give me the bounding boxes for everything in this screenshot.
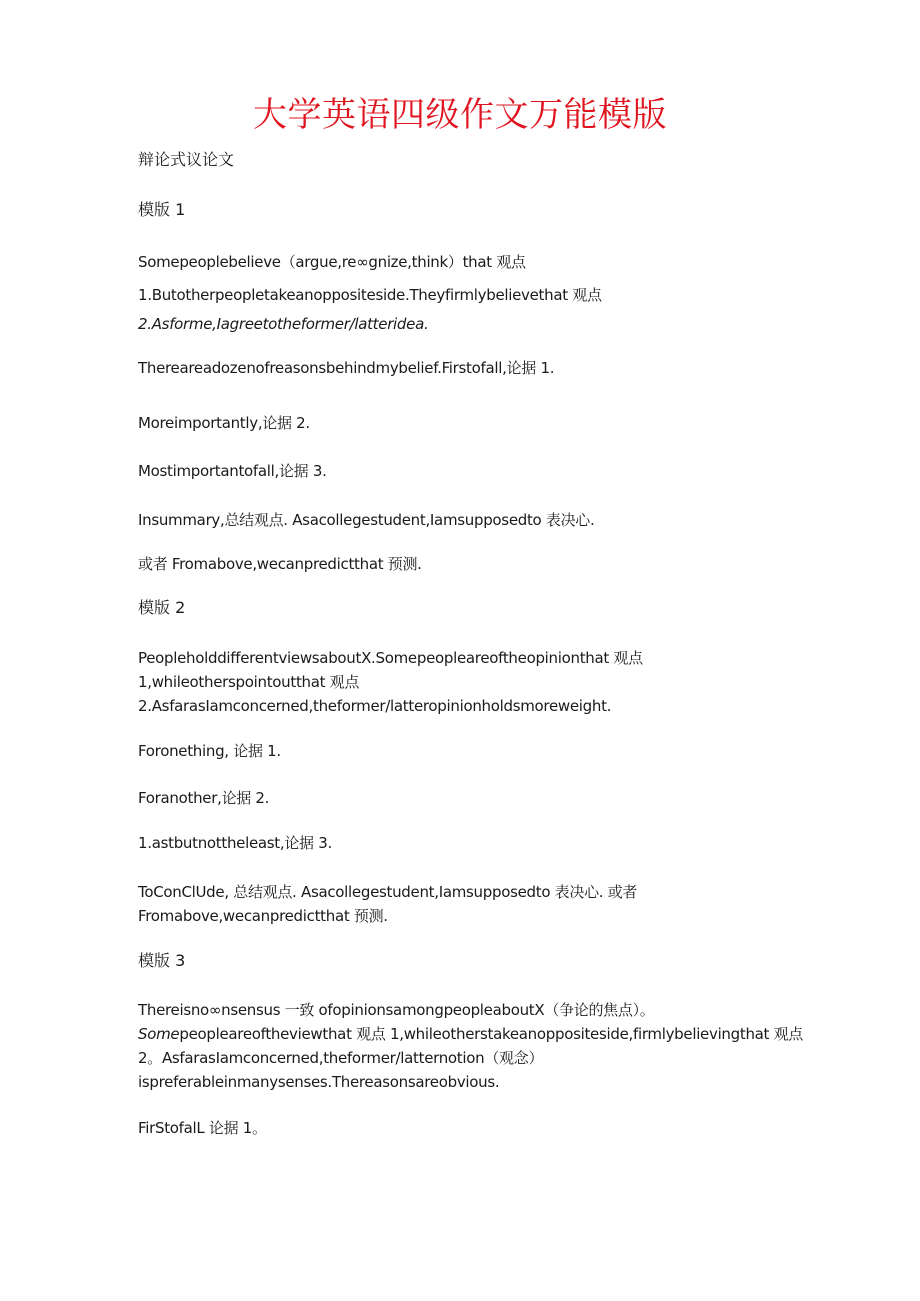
template2-line: PeopleholddifferentviewsaboutX.Somepeopleareoftheopinionthat 观点 [138,649,643,667]
template2-line: Foronething, 论据 1. [138,742,281,760]
template3-line: 2。AsfarasIamconcerned,theformer/latternotion（观念） [138,1049,544,1067]
template1-line: 2.Asforme,Iagreetotheformer/latteridea. [138,315,429,333]
template3-italic-word: Some [138,1025,180,1043]
template1-line: 1.Butotherpeopletakeanoppositeside.Theyfirmlybelievethat 观点 [138,286,602,304]
template1-line: Insummary,总结观点. Asacollegestudent,Iamsupposedto 表决心. [138,511,595,529]
template1-line: Somepeoplebelieve（argue,re∞gnize,think）that 观点 [138,253,526,271]
template1-heading: 模版 1 [138,200,186,219]
template2-line: 1,whileotherspointoutthat 观点 [138,673,360,691]
document-subtitle: 辩论式议论文 [138,150,235,169]
template3-line [138,1024,803,1044]
template1-line: 或者 Fromabove,wecanpredictthat 预测. [138,555,422,573]
template2-line: 1.astbutnottheleast,论据 3. [138,834,332,852]
template3-line: FirStofalL 论据 1。 [138,1119,267,1137]
template2-line: Fromabove,wecanpredictthat 预测. [138,907,388,925]
template3-line-rest: peopleareoftheviewthat 观点 1,whileotherstakeanoppositeside,firmlybelievingthat 观点 [179,1025,803,1043]
template2-line: 2.AsfarasIamconcerned,theformer/latteropinionholdsmoreweight. [138,697,612,715]
template1-line: Moreimportantly,论据 2. [138,414,310,432]
template3-line: Thereisno∞nsensus 一致 ofopinionsamongpeopleaboutX（争论的焦点）。 [138,1001,655,1019]
template2-heading: 模版 2 [138,598,186,617]
template3-line: ispreferableinmanysenses.Thereasonsareobvious. [138,1073,500,1091]
template2-line: ToConClUde, 总结观点. Asacollegestudent,Iamsupposedto 表决心. 或者 [138,883,638,901]
template2-line: Foranother,论据 2. [138,789,270,807]
template1-line: Thereareadozenofreasonsbehindmybelief.Firstofall,论据 1. [138,359,555,377]
document-title: 大学英语四级作文万能模版 [253,95,667,135]
template1-line: Mostimportantofall,论据 3. [138,462,327,480]
template3-heading: 模版 3 [138,951,186,970]
